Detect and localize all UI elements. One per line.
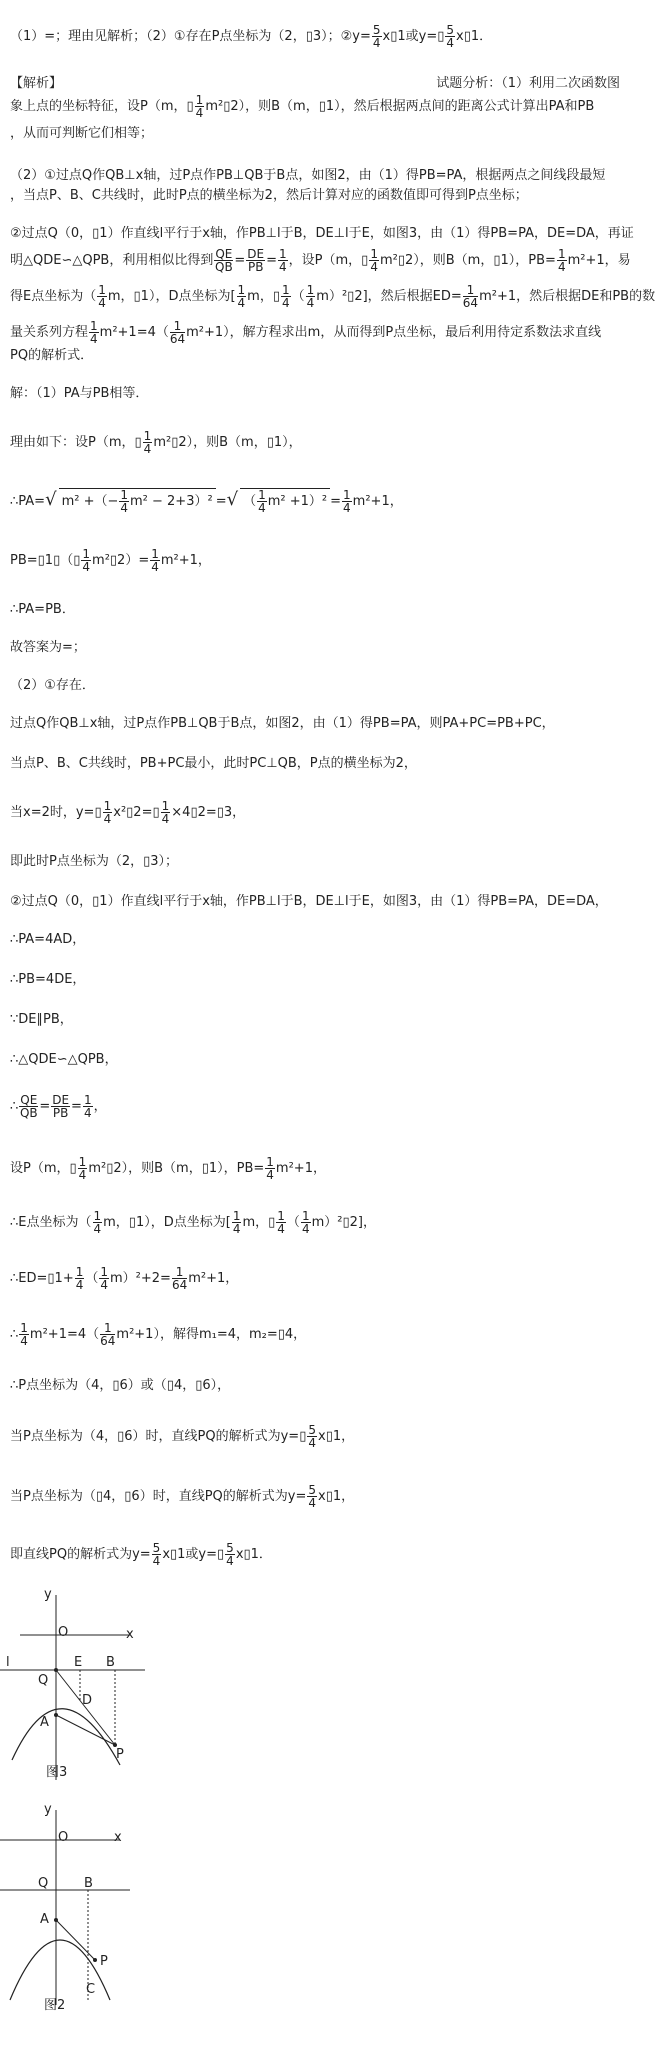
analysis-heading: 【解析】	[10, 76, 63, 91]
analysis-line: 象上点的坐标特征，设P（m，▯ $\frac{1}{4}$ m²▯2），则B（m，▯1），然后根据两点间的距离公式计算出PA和PB	[10, 93, 595, 120]
solution-line: ∴E点坐标为（ $\frac{1}{4}$ m，▯1），D点坐标为[ $\frac{1}{4}$ m，▯ $\frac{1}{4}$ （ $\frac{1}{4}$ m）²▯2]，	[10, 1209, 376, 1236]
solution-line: ∴ $\frac{1}{4}$ m²+1=4（ $\frac{1}{64}$ m²+1），解得m₁=4，m₂=▯4，	[10, 1321, 307, 1348]
solution-line: 故答案为=；	[10, 640, 86, 655]
analysis-line: PQ的解析式．	[10, 348, 94, 363]
point-label: A	[40, 1912, 49, 1927]
axis-label: y	[44, 1587, 52, 1602]
solution-line: ∴ED=▯1+ $\frac{1}{4}$ （ $\frac{1}{4}$ m）²+2= $\frac{1}{64}$ m²+1，	[10, 1265, 239, 1292]
solution-line: ∴PA=√ m² +（− $\frac{1}{4}$ m² − 2+3）² =√ （ $\frac{1}{4}$ m² +1）² = $\frac{1}{4}$ m²+1，	[10, 488, 403, 515]
solution-line: ∴PA=PB．	[10, 602, 75, 617]
point-label: A	[40, 1715, 49, 1730]
solution-line: 当P点坐标为（▯4，▯6）时，直线PQ的解析式为y= $\frac{5}{4}$ x▯1，	[10, 1483, 355, 1510]
point-label: Q	[38, 1876, 49, 1891]
point-label: B	[84, 1876, 93, 1891]
analysis-line: 得E点坐标为（ $\frac{1}{4}$ m，▯1），D点坐标为[ $\frac{1}{4}$ m，▯ $\frac{1}{4}$ （ $\frac{1}{4}$ m）²▯2]，然后根据ED= $\frac{1}{64}$ m²+1，然后根据DE和PB的数	[10, 283, 655, 310]
point-label: O	[58, 1625, 69, 1640]
answer-summary: （1）=；理由见解析；（2）①存在P点坐标为（2，▯3）；②y= $\frac{5}{4}$ x▯1或y=▯ $\frac{5}{4}$ x▯1．	[10, 23, 493, 50]
solution-line: 当x=2时，y=▯ $\frac{1}{4}$ x²▯2=▯ $\frac{1}{4}$ ×4▯2=▯3，	[10, 799, 246, 826]
axis-label: x	[114, 1830, 122, 1845]
solution-line: 设P（m，▯ $\frac{1}{4}$ m²▯2），则B（m，▯1），PB= $\frac{1}{4}$ m²+1，	[10, 1155, 326, 1182]
solution-line: ∴PA=4AD，	[10, 932, 86, 947]
solution-line: 当P点坐标为（4，▯6）时，直线PQ的解析式为y=▯ $\frac{5}{4}$ x▯1，	[10, 1423, 355, 1450]
point-label: E	[74, 1655, 83, 1670]
figure-caption: 图3	[46, 1765, 68, 1780]
point-label: D	[82, 1693, 93, 1708]
solution-line: ∵DE∥PB，	[10, 1012, 73, 1027]
solution-line: 解：（1）PA与PB相等．	[10, 386, 149, 401]
figure-2-diagram	[0, 1800, 160, 2020]
analysis-intro: 试题分析：（1）利用二次函数图	[436, 76, 620, 91]
figure-2	[0, 1800, 160, 2020]
point-label: P	[100, 1954, 108, 1969]
solution-line: （2）①存在．	[10, 678, 95, 693]
line-label: l	[6, 1655, 10, 1670]
point-label: P	[116, 1747, 124, 1762]
solution-line: 理由如下：设P（m，▯ $\frac{1}{4}$ m²▯2），则B（m，▯1），	[10, 429, 302, 456]
solution-line: ②过点Q（0，▯1）作直线l平行于x轴，作PB⊥l于B，DE⊥l于E，如图3，由（1）得PB=PA，DE=DA，	[10, 894, 608, 909]
solution-line: ∴△QDE∽△QPB，	[10, 1052, 118, 1067]
solution-line: 过点Q作QB⊥x轴，过P点作PB⊥QB于B点，如图2，由（1）得PB=PA，则PA+PC=PB+PC，	[10, 716, 555, 731]
figure-caption: 图2	[44, 1998, 66, 2013]
analysis-line: 明△QDE∽△QPB，利用相似比得到 $\frac{QE}{QB}$ = $\frac{DE}{PB}$ = $\frac{1}{4}$ ，设P（m，▯ $\frac{1}{4}$ m²▯2），则B（m，▯1），PB= $\frac{1}{4}$ m²+1，易	[10, 247, 631, 274]
axis-label: y	[44, 1802, 52, 1817]
analysis-line: ，当点P、B、C共线时，此时P点的横坐标为2，然后计算对应的函数值即可得到P点坐标；	[10, 188, 528, 203]
solution-line: 当点P、B、C共线时，PB+PC最小，此时PC⊥QB，P点的横坐标为2，	[10, 756, 417, 771]
solution-line: ∴ $\frac{QE}{QB}$ = $\frac{DE}{PB}$ = $\frac{1}{4}$ ，	[10, 1093, 107, 1120]
point-label: B	[106, 1655, 115, 1670]
analysis-line: 量关系列方程 $\frac{1}{4}$ m²+1=4（ $\frac{1}{64}$ m²+1），解方程求出m，从而得到P点坐标，最后利用待定系数法求直线	[10, 319, 602, 346]
figure-3-diagram	[0, 1585, 160, 1785]
solution-line: ∴PB=4DE，	[10, 972, 86, 987]
point-label: C	[86, 1982, 96, 1997]
analysis-line: ，从而可判断它们相等；	[10, 126, 154, 141]
solution-line: 即此时P点坐标为（2，▯3）；	[10, 854, 179, 869]
axis-label: x	[126, 1627, 134, 1642]
solution-line: PB=▯1▯（▯ $\frac{1}{4}$ m²▯2）= $\frac{1}{4}$ m²+1，	[10, 547, 211, 574]
point-label: Q	[38, 1673, 49, 1688]
figure-3	[0, 1585, 160, 1785]
analysis-line: （2）①过点Q作QB⊥x轴，过P点作PB⊥QB于B点，如图2，由（1）得PB=PA，根据两点之间线段最短	[10, 168, 606, 183]
analysis-line: ②过点Q（0，▯1）作直线l平行于x轴，作PB⊥l于B，DE⊥l于E，如图3，由（1）得PB=PA，DE=DA，再证	[10, 226, 634, 241]
solution-line: 即直线PQ的解析式为y= $\frac{5}{4}$ x▯1或y=▯ $\frac{5}{4}$ x▯1．	[10, 1541, 272, 1568]
point-label: O	[58, 1830, 69, 1845]
solution-line: ∴P点坐标为（4，▯6）或（▯4，▯6），	[10, 1378, 231, 1393]
